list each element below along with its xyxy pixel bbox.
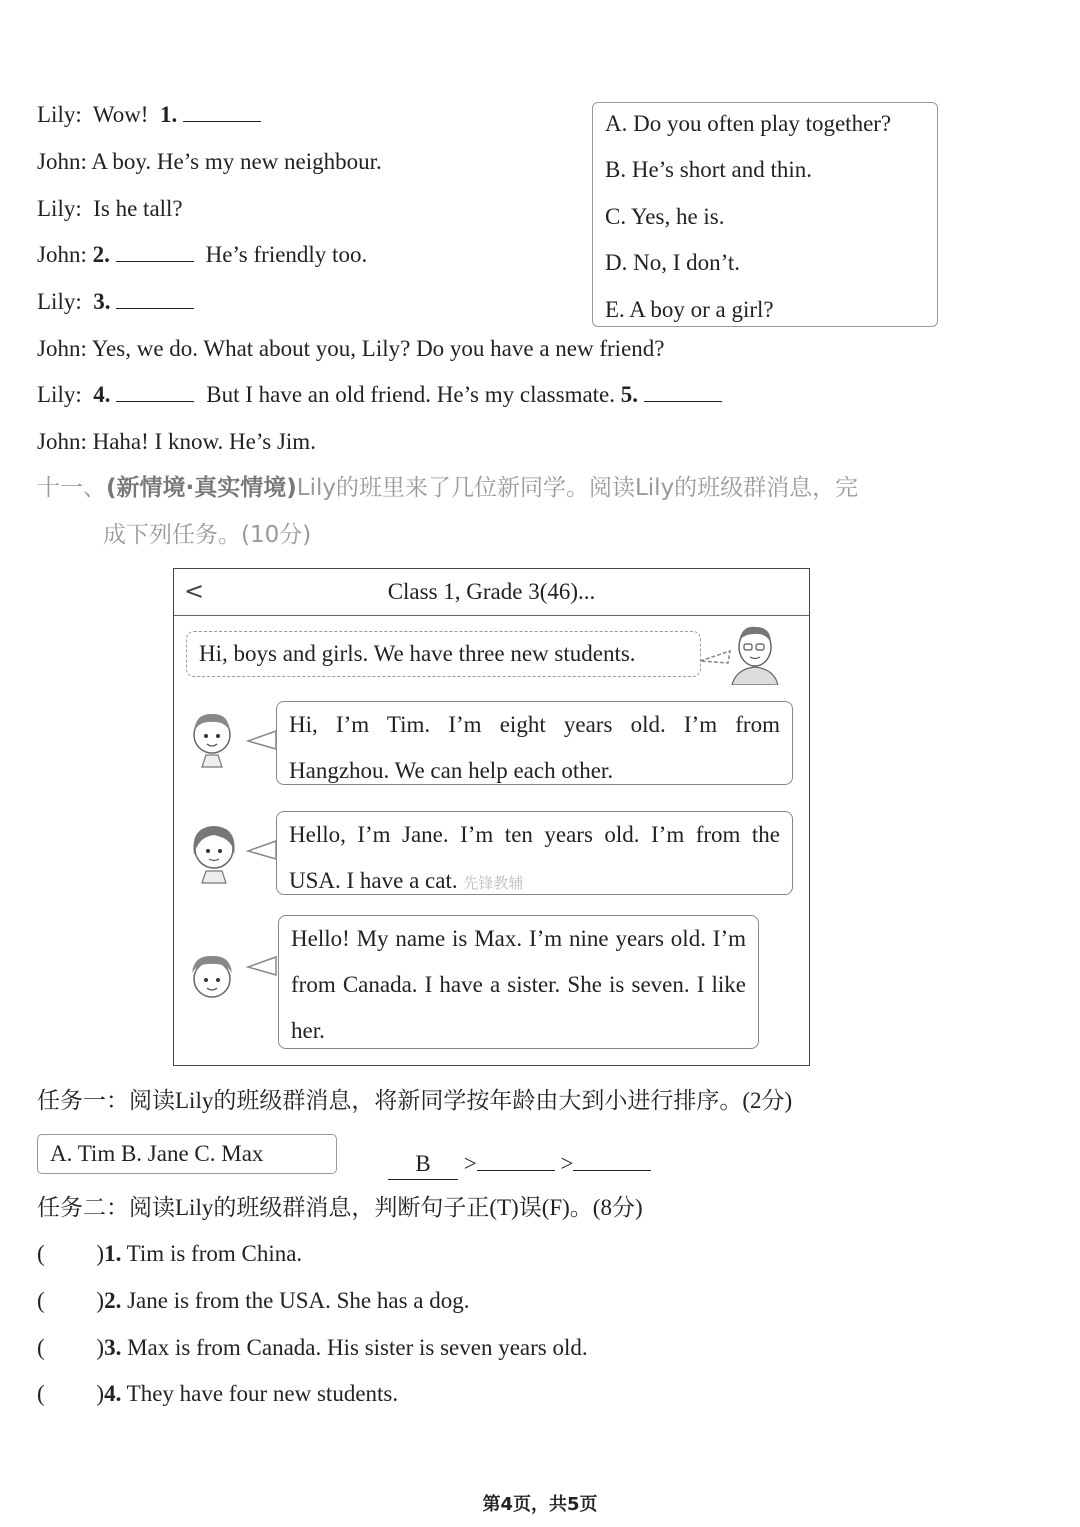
dialogue-line-6: John: Yes, we do. What about you, Lily? Do you have a new friend? [37,336,665,361]
option-a: A. Do you often play together? [605,111,892,136]
chat-title: Class 1, Grade 3(46)... [387,579,596,604]
order-answer-1[interactable]: B [388,1149,458,1180]
option-d: D. No, I don’t. [605,250,741,275]
group-chat-window [173,568,810,1066]
dialogue-line-2: John: A boy. He’s my new neighbour. [37,149,382,174]
answer-blank-1[interactable] [183,103,261,122]
tf-answer-2[interactable]: ( ) [37,1288,105,1313]
tf-answer-3[interactable]: ( ) [37,1335,105,1360]
option-e: E. A boy or a girl? [605,297,774,322]
tf-item-1: ( )1. Tim is from China. [37,1241,303,1266]
dialogue-line-1: Lily: Wow! 1. [37,100,267,130]
task-1-title: 任务一：阅读Lily的班级群消息，将新同学按年龄由大到小进行排序。(2分) [37,1088,793,1113]
tim-avatar [184,705,284,775]
order-answer-3[interactable] [573,1140,651,1171]
section-11-title: 十一、(新情境·真实情境)Lily的班里来了几位新同学。阅读Lily的班级群消息，完 [37,475,859,501]
teacher-avatar [698,621,788,685]
dialogue-line-5: Lily: 3. [37,287,200,317]
jane-message: Hello, I’m Jane. I’m ten years old. I’m from the USA. I have a cat. 先锋教辅 [276,811,793,895]
options-box [592,102,938,327]
task-2-title: 任务二：阅读Lily的班级群消息，判断句子正(T)误(F)。(8分) [37,1195,643,1220]
teacher-message: Hi, boys and girls. We have three new students. [186,631,701,677]
dialogue-line-8: John: Haha! I know. He’s Jim. [37,429,316,454]
tf-answer-4[interactable]: ( ) [37,1381,105,1406]
tim-message: Hi, I’m Tim. I’m eight years old. I’m from Hangzhou. We can help each other. [276,701,793,785]
max-avatar [184,947,284,1017]
answer-blank-2[interactable] [116,243,194,262]
max-message: Hello! My name is Max. I’m nine years old. I’m from Canada. I have a sister. She is seven. I like her. [278,915,759,1049]
ordering-answer: B > > [388,1140,651,1180]
watermark: 先锋教辅 [463,874,524,892]
back-icon[interactable]: < [184,577,205,605]
tf-item-3: ( )3. Max is from Canada. His sister is seven years old. [37,1335,588,1360]
dialogue-line-4: John: 2. He’s friendly too. [37,242,368,267]
answer-blank-4[interactable] [116,383,194,402]
option-c: C. Yes, he is. [605,204,725,229]
chat-header [174,569,809,616]
answer-blank-3[interactable] [116,290,194,309]
tf-answer-1[interactable]: ( ) [37,1241,105,1266]
order-answer-2[interactable] [477,1140,555,1171]
answer-blank-5[interactable] [644,383,722,402]
tf-item-2: ( )2. Jane is from the USA. She has a dog. [37,1288,470,1313]
name-options-box: A. Tim B. Jane C. Max [37,1134,337,1174]
option-b: B. He’s short and thin. [605,157,812,182]
dialogue-line-3: Lily: Is he tall? [37,196,183,221]
tf-item-4: ( )4. They have four new students. [37,1381,399,1406]
page-footer: 第4页，共5页 [482,1494,598,1515]
jane-avatar [184,815,284,885]
dialogue-line-7: Lily: 4. But I have an old friend. He’s my classmate. 5. [37,380,728,410]
section-11-title-line2: 成下列任务。(10分) [103,522,312,548]
